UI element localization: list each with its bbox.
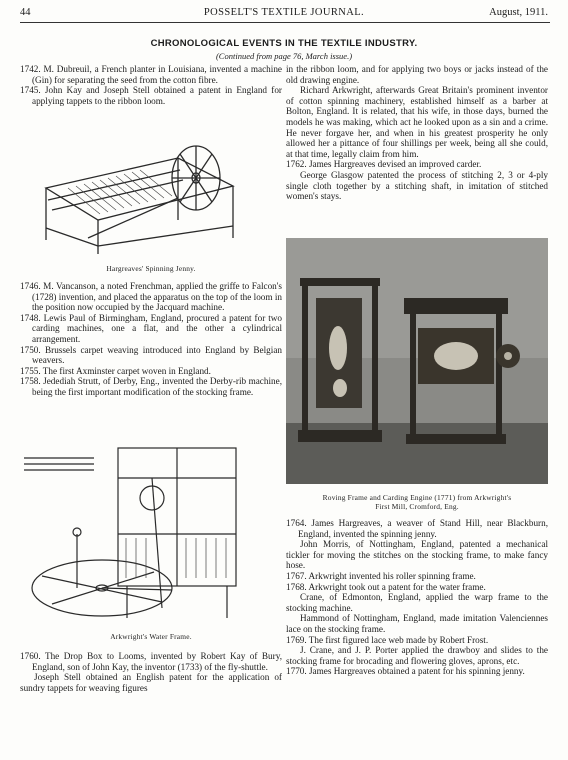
entry-stell-patent: Joseph Stell obtained an English patent for the application of sundry tappets for weaving figures — [20, 672, 282, 693]
entry-1750: 1750. Brussels carpet weaving introduced into England by Belgian weavers. — [20, 344, 282, 366]
entry-glasgow: George Glasgow patented the process of stitching 2, 3 or 4-ply single cloth together by a stitching shaft, in imitation of stitched women's stays. — [286, 169, 548, 202]
roving-caption-line-1: Roving Frame and Carding Engine (1771) from Arkwright's — [322, 493, 512, 502]
entry-1760: 1760. The Drop Box to Looms, invented by Robert Kay of Bury, England, son of John Kay, the inventor (1733) of the fly-shuttle. — [20, 651, 282, 672]
entry-1769: 1769. The first figured lace web made by Robert Frost. — [286, 634, 489, 645]
entry-1748: 1748. Lewis Paul of Birmingham, England, procured a patent for two carding machines, one a flat, and the other a cylindrical arrangement. — [20, 312, 282, 344]
entry-1770: 1770. James Hargreaves obtained a patent for his spinning jenny. — [286, 666, 525, 677]
entry-1742: 1742. M. Dubreuil, a French planter in Louisiana, invented a machine (Gin) for separating the seed from the cotton fibre. — [20, 64, 282, 85]
entry-1745: 1745. John Kay and Joseph Stell obtained a patent in England for applying tappets to the ribbon loom. — [20, 85, 282, 106]
header-rule — [20, 22, 550, 23]
entry-crane-porter: J. Crane, and J. P. Porter applied the drawboy and slides to the stocking frame for brocading and flowering gloves, aprons, etc. — [286, 645, 548, 666]
entry-1758: 1758. Jedediah Strutt, of Derby, Eng., invented the Derby-rib machine, being the first important modification of the stocking frame. — [20, 376, 282, 397]
section-title: CHRONOLOGICAL EVENTS IN THE TEXTILE INDUSTRY. — [150, 38, 418, 49]
right-column-bottom — [286, 518, 548, 677]
right-column-top — [286, 64, 548, 202]
issue-date: August, 1911. — [489, 7, 548, 18]
roving-frame-photograph — [286, 238, 548, 484]
section-subtitle: (Continued from page 76, March issue.) — [215, 51, 353, 61]
left-column-middle — [20, 281, 282, 398]
entry-1755: 1755. The first Axminster carpet woven in England. — [20, 365, 211, 376]
left-column-top — [20, 64, 282, 106]
jenny-caption: Hargreaves' Spinning Jenny. — [106, 264, 196, 273]
left-column-bottom — [20, 651, 282, 693]
entry-1767: 1767. Arkwright invented his roller spinning frame. — [286, 570, 476, 581]
entry-hammond: Hammond of Nottingham, England, made imitation Valenciennes lace on the stocking frame. — [286, 613, 548, 634]
entry-arkwright-barber: Richard Arkwright, afterwards Great Britain's prominent inventor of cotton spinning machinery, established himself as a barber at Bolton, England. It is related, that his wife, in those days, burned the models he was making, which act he looked upon as a sin and a crime. He never forgave her, and when in his greatest prosperity he only allowed her a pittance of four shillings per week, being all she could, at that time, legally claim from him. — [286, 85, 548, 159]
entry-ribbon-loom-cont: in the ribbon loom, and for applying two boys or jacks instead of the old drawing engine. — [286, 64, 548, 85]
roving-frame-caption — [286, 493, 548, 511]
entry-morris: John Morris, of Nottingham, England, patented a mechanical tickler for moving the stitches on the stocking frame, to make fancy hose. — [286, 539, 548, 571]
journal-title: POSSELT'S TEXTILE JOURNAL. — [203, 7, 365, 18]
entry-crane: Crane, of Edmonton, England, applied the warp frame to the stocking machine. — [286, 592, 548, 613]
entry-1746: 1746. M. Vancanson, a noted Frenchman, applied the griffe to Falcon's (1728) invention, and placed the apparatus on the top of the loom in the position now occupied by the Jacquard machine. — [20, 281, 282, 313]
roving-caption-line-2: First Mill, Cromford, Eng. — [375, 502, 459, 511]
entry-1768: 1768. Arkwright took out a patent for the water frame. — [286, 581, 486, 592]
running-header — [20, 7, 548, 23]
water-frame-caption: Arkwright's Water Frame. — [110, 632, 192, 641]
entry-1762: 1762. James Hargreaves devised an improved carder. — [286, 159, 482, 170]
entry-1764: 1764. James Hargreaves, a weaver of Stand Hill, near Blackburn, England, invented the spinning jenny. — [286, 518, 548, 539]
water-frame-illustration — [22, 438, 272, 626]
spinning-jenny-illustration — [28, 128, 268, 256]
page-number: 44 — [20, 7, 31, 18]
